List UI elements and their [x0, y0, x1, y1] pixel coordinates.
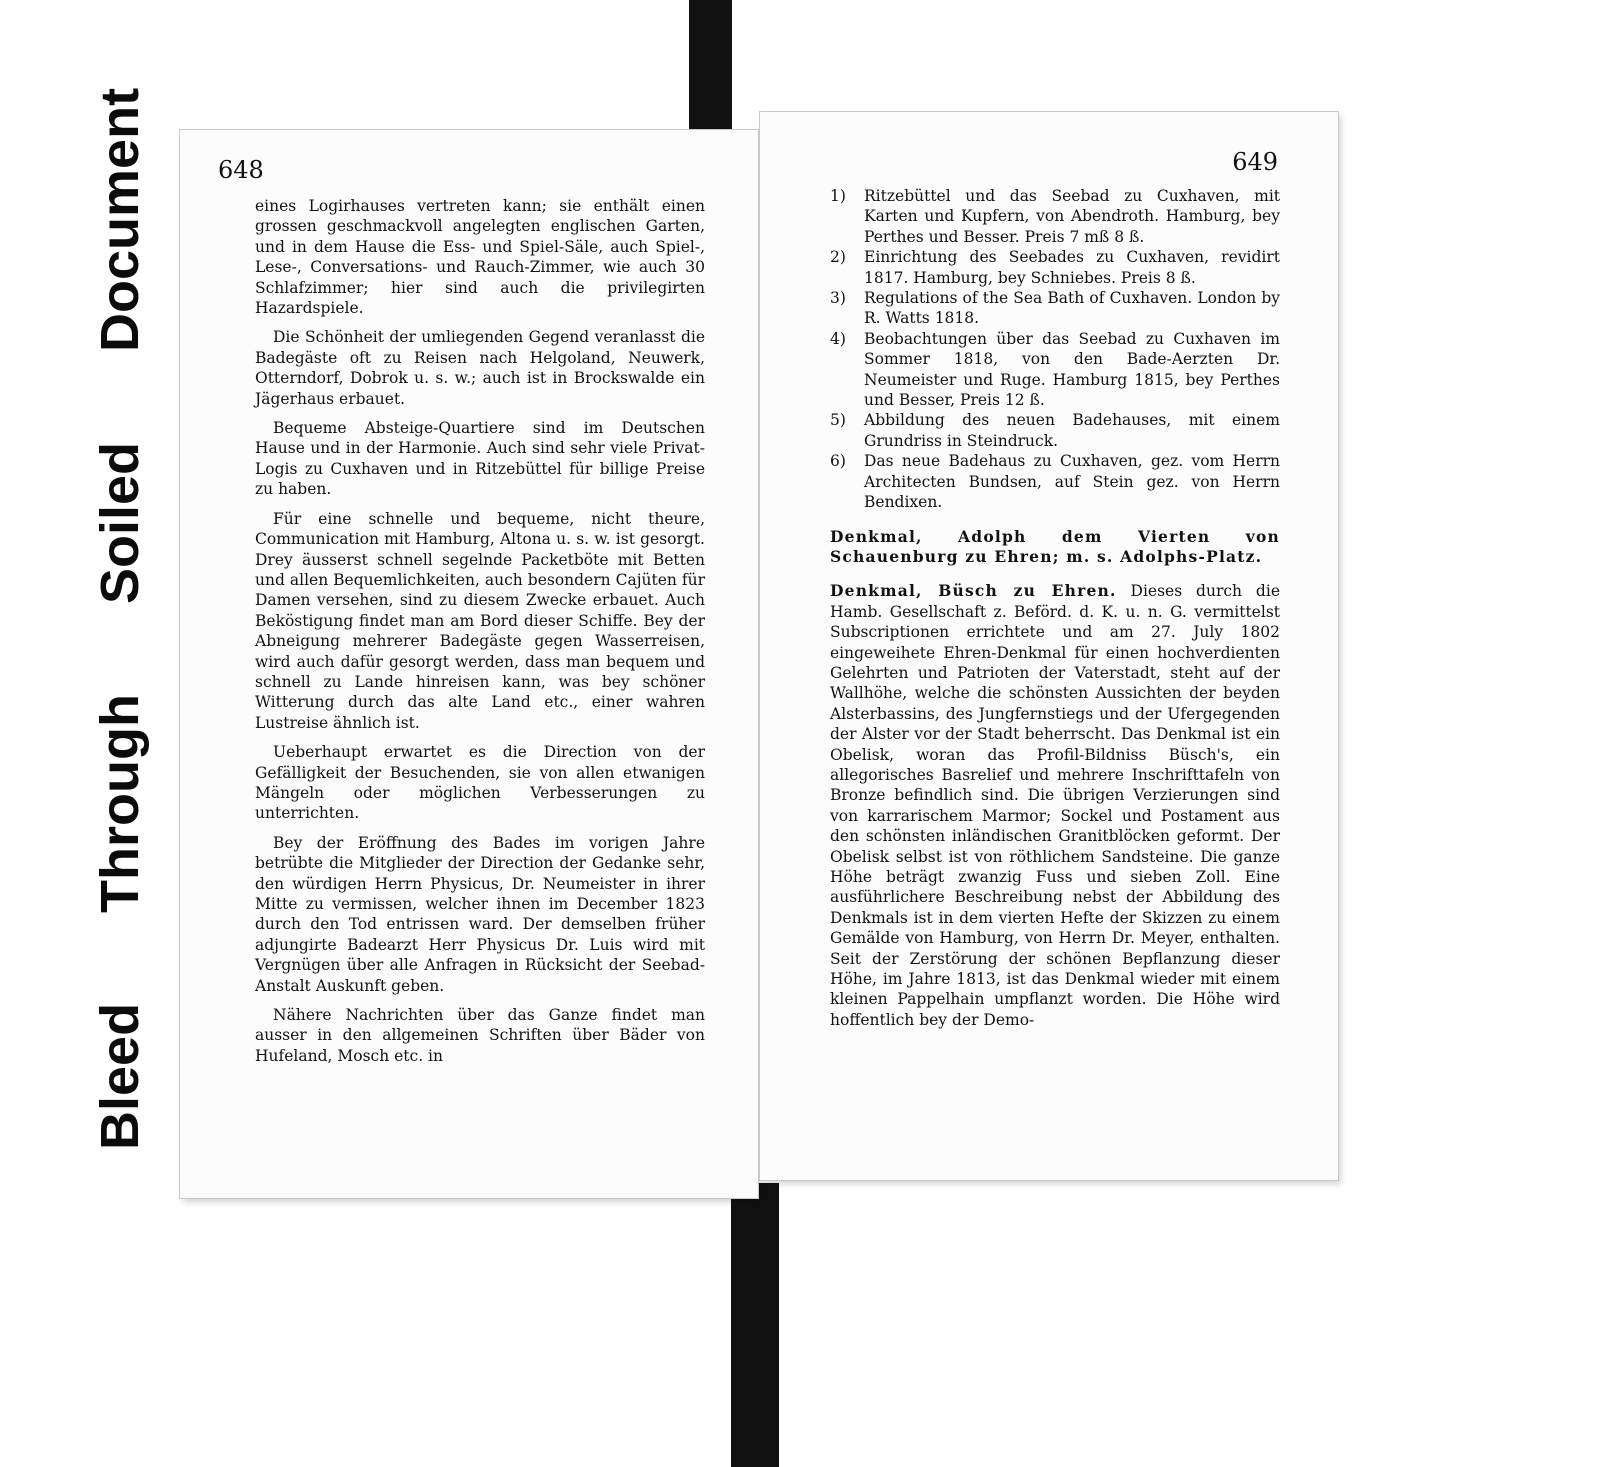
entry-text: Einrichtung des Seebades zu Cuxhaven, revidirt 1817. Hamburg, bey Schniebes. Preis 8 ß.	[864, 248, 1280, 287]
bibliography-entry	[830, 451, 1280, 512]
bibliography-entry	[830, 247, 1280, 288]
entry-number: 2)	[830, 248, 846, 267]
bibliography-entry	[830, 186, 1280, 247]
page-number: 649	[1232, 148, 1278, 176]
side-label-word: Through	[90, 694, 150, 913]
left-page	[180, 130, 758, 1198]
entry-number: 5)	[830, 411, 846, 430]
section-heading	[830, 527, 1280, 568]
right-page	[760, 112, 1338, 1180]
bibliography-entry	[830, 329, 1280, 411]
page-number: 648	[218, 156, 264, 184]
bibliography-entry	[830, 288, 1280, 329]
section-paragraph	[830, 581, 1280, 1030]
heading-lead: Denkmal, Büsch zu Ehren.	[830, 581, 1117, 601]
entry-text: Beobachtungen über das Seebad zu Cuxhaven im Sommer 1818, von den Bade-Aerzten Dr. Neumeister und Ruge. Hamburg 1815, bey Perthes und Besser, Preis 12 ß.	[864, 329, 1280, 410]
entry-text: Abbildung des neuen Badehauses, mit einem Grundriss in Steindruck.	[864, 411, 1280, 450]
side-label-word: Bleed	[90, 1002, 150, 1150]
paragraph: Bey der Eröffnung des Bades im vorigen Jahre betrübte die Mitglieder der Direction der Gedanke sehr, den würdigen Herrn Physicus, Dr. Neumeister in ihrer Mitte zu vermissen, welcher ihnen im December 1823 durch den Tod entrissen ward. Der demselben früher adjungirte Badearzt Herr Physicus Dr. Luis wird mit Vergnügen über alle Anfragen in Rücksicht der Seebad-Anstalt Auskunft geben.	[255, 833, 705, 995]
paragraph: Die Schönheit der umliegenden Gegend veranlasst die Badegäste oft zu Reisen nach Helgoland, Neuwerk, Otterndorf, Dobrok u. s. w.; auch ist in Brockswalde ein Jägerhaus erbauet.	[255, 328, 705, 408]
side-label	[90, 87, 150, 1150]
book-spine-bottom	[731, 1183, 779, 1467]
left-text-column	[255, 196, 705, 1066]
entry-number: 1)	[830, 187, 846, 205]
paragraph: eines Logirhauses vertreten kann; sie enthält einen grossen geschmackvoll angelegten englischen Garten, und in dem Hause die Ess- und Spiel-Säle, auch Spiel-, Lese-, Conversations- und Rauch-Zimmer, wie auch 30 Schlafzimmer; hier sind auch die privilegirten Hazardspiele.	[255, 197, 705, 318]
heading-body: Dieses durch die Hamb. Gesellschaft z. Beförd. d. K. u. n. G. vermittelst Subscriptionen errichtete und am 27. July 1802 eingeweihete Ehren-Denkmal für einen hochverdienten Gelehrten und Patrioten der Vaterstadt, steht auf der Wallhöhe, welche die schönsten Aussichten der beyden Alsterbassins, des Jungfernstiegs und der Ufergegenden der Alster vor der Stadt beherrscht. Das Denkmal ist ein Obelisk, woran das Profil-Bildniss Büsch's, ein allegorisches Basrelief und mehrere Inschrifttafeln von Bronze befindlich sind. Die übrigen Verzierungen sind von karrarischem Marmor; Sockel und Postament aus den schönsten inländischen Granitblöcken geformt. Der Obelisk selbst ist von röthlichem Sandsteine. Die ganze Höhe beträgt zwanzig Fuss und sieben Zoll. Eine ausführlichere Beschreibung nebst der Abbildung des Denkmals ist in dem vierten Hefte der Skizzen zu einem Gemälde von Hamburg, von Herrn Dr. Meyer, enthalten. Seit der Zerstörung der schönen Bepflanzung dieser Höhe, im Jahre 1813, ist das Denkmal wieder mit einem kleinen Pappelhain umpflanzt worden. Die Höhe wird hoffentlich bey der Demo-	[830, 582, 1280, 1029]
entry-number: 4)	[830, 329, 846, 348]
entry-text: Ritzebüttel und das Seebad zu Cuxhaven, mit Karten und Kupfern, von Abendroth. Hamburg, bey Perthes und Besser. Preis 7 mß 8 ß.	[864, 187, 1280, 246]
bibliography-entry	[830, 410, 1280, 451]
paragraph: Ueberhaupt erwartet es die Direction von der Gefälligkeit der Besuchenden, sie von allen etwanigen Mängeln oder möglichen Verbesserungen zu unterrichten.	[255, 743, 705, 823]
paragraph: Nähere Nachrichten über das Ganze findet man ausser in den allgemeinen Schriften über Bäder von Hufeland, Mosch etc. in	[255, 1006, 705, 1065]
book-spine-top	[689, 0, 732, 130]
heading-lead: Denkmal, Adolph dem Vierten von Schauenburg zu Ehren; m. s. Adolphs-Platz.	[830, 526, 1280, 566]
paragraph: Für eine schnelle und bequeme, nicht theure, Communication mit Hamburg, Altona u. s. w. ist gesorgt. Drey äusserst schnell segelnde Packetböte mit Betten und allen Bequemlichkeiten, auch besondern Cajüten für Damen versehen, sind zu diesem Zwecke erbauet. Auch Beköstigung findet man am Bord dieser Schiffe. Bey der Abneigung mehrerer Badegäste gegen Wasserreisen, wird auch dafür gesorgt werden, dass man bequem und schnell zu Lande hinreisen kann, was bey schöner Witterung durch das alte Land etc., einer wahren Lustreise ähnlich ist.	[255, 509, 705, 732]
side-label-word: Document	[90, 87, 150, 352]
side-label-word: Soiled	[90, 441, 150, 604]
entry-number: 6)	[830, 452, 846, 471]
entry-text: Das neue Badehaus zu Cuxhaven, gez. vom Herrn Architecten Bundsen, auf Stein gez. von Herrn Bendixen.	[864, 452, 1280, 512]
paragraph: Bequeme Absteige-Quartiere sind im Deutschen Hause und in der Harmonie. Auch sind sehr viele Privat-Logis zu Cuxhaven und in Ritzebüttel für billige Preise zu haben.	[255, 419, 705, 499]
entry-text: Regulations of the Sea Bath of Cuxhaven. London by R. Watts 1818.	[864, 289, 1280, 328]
entry-number: 3)	[830, 289, 846, 308]
right-text-column	[830, 186, 1280, 1030]
